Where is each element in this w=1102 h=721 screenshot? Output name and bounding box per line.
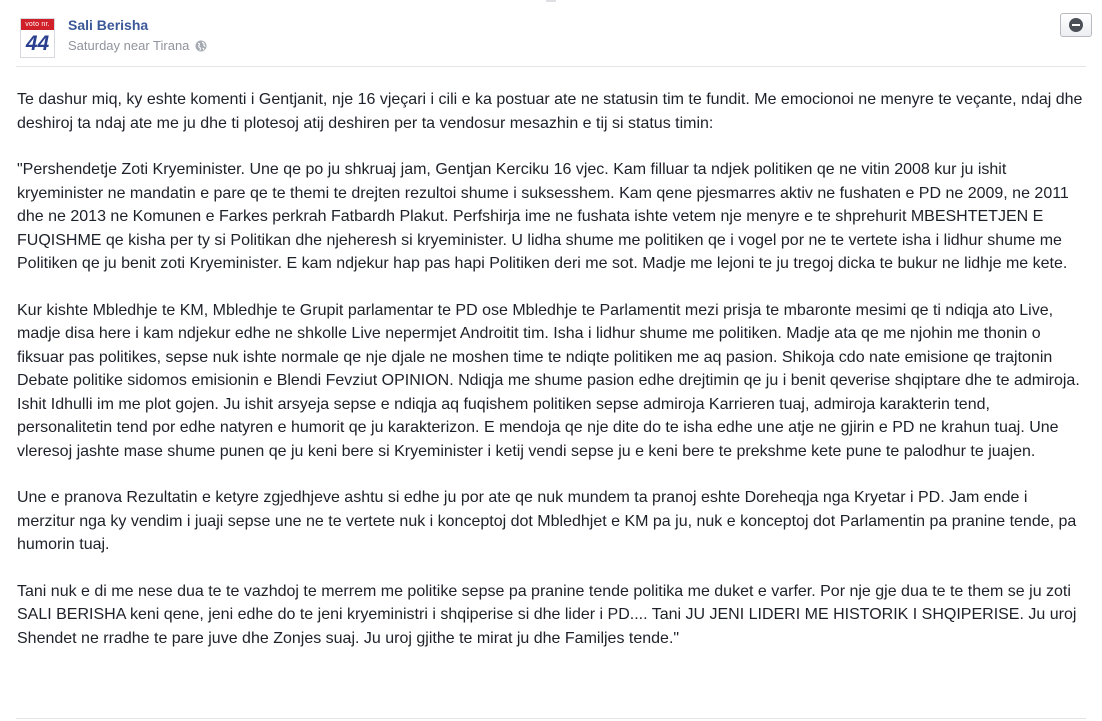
post-paragraph: Te dashur miq, ky eshte komenti i Gentjanit, nje 16 vjeçari i cili e ka postuar ate ne statusin tim te fundit. Me emocionoi ne menyre te veçante, ndaj dhe deshiroj ta ndaj ate me ju dhe ti plotesoj atij deshiren per ta vendosur mesazhin e tij si status timin:	[17, 91, 1083, 132]
avatar-band-text: voto nr.	[21, 19, 54, 30]
post-paragraph: Une e pranova Rezultatin e ketyre zgjedhjeve ashtu si edhe ju por ate qe nuk mundem ta pranoj eshte Doreheqja nga Kryetar i PD. Jam ende i merzitur nga ky vendim i juaji sepse une ne te vertete nuk i konceptoj dot Mbledhjet e KM pa ju, nuk e konceptoj dot Parlamentin pa pranine tende, pa humorin tuaj.	[17, 489, 1077, 553]
avatar-number: 44	[25, 32, 50, 55]
post-header	[20, 15, 1095, 61]
post-paragraph: Kur kishte Mbledhje te KM, Mbledhje te Grupit parlamentar te PD ose Mbledhje te Parlamentit mezi prisja te mbaronte mesimi qe ti ndiqja ato Live, madje disa here i kam ndjekur edhe ne shkolle Live nepermjet Androitit tim. Isha i lidhur shume me politiken. Madje ata qe me njohin me thonin o fiksuar pas politikes, sepse nuk ishte normale qe nje djale ne moshen time te ndiqte politiken me aq pasion. Shikoja cdo nate emisione qe trajtonin Debate politike sidomos emisionin e Blendi Fevziut OPINION. Ndiqja me shume pasion edhe drejtimin qe ju i benit qeverise shqiptare dhe te admiroja. Ishit Idhulli im me plot gojen. Ju ishit arsyeja sepse e ndiqja aq fuqishem politiken sepse admiroja Karrieren tuaj, admiroja karakterin tend, personalitetin tend por edhe natyren e humorit qe ju karakterizon. E mendoja qe nje dite do te isha edhe une atje ne gjirin e PD ne krahun tuaj. Une vleresoj jashte mase shume punen qe ju keni bere si Kryeminister i ketij vendi sepse ju e keni bere te prekshme kete pune te palodhur te juajen.	[17, 301, 1080, 460]
post-meta	[68, 38, 207, 53]
globe-icon[interactable]	[195, 40, 207, 52]
header-divider	[16, 66, 1086, 67]
author-name[interactable]: Sali Berisha	[68, 17, 149, 33]
avatar[interactable]	[20, 18, 55, 58]
post-timestamp-location[interactable]: Saturday near Tirana	[68, 38, 190, 53]
minus-circle-icon	[1069, 18, 1083, 32]
post-body	[17, 88, 1087, 673]
bottom-divider	[16, 718, 1086, 719]
post-paragraph: Tani nuk e di me nese dua te te vazhdoj te merrem me politike sepse pa pranine tende politika me duket e varfer. Por nje gje dua te te them se ju zoti SALI BERISHA keni qene, jeni edhe do te jeni kryeministri i shqiperise si dhe lider i PD.... Tani JU JENI LIDERI ME HISTORIK I SHQIPERISE. Ju uroj Shendet ne rradhe te pare juve dhe Zonjes suaj. Ju uroj gjithe te mirat ju dhe Familjes tende."	[17, 582, 1077, 647]
post-paragraph: "Pershendetje Zoti Kryeminister. Une qe po ju shkruaj jam, Gentjan Kerciku 16 vjec. Kam filluar ta ndjek politiken qe ne vitin 2008 kur ju ishit kryeminister ne mandatin e pare qe te themi te drejten rezultoi shume i suksesshem. Kam qene pjesmarres aktiv ne fushaten e PD ne 2009, ne 2011 dhe ne 2013 ne Komunen e Farkes perkrah Fatbardh Plakut. Perfshirja ime ne fushata ishte vetem nje menyre e te shprehurit MBESHTETJEN E FUQISHME qe kisha per ty si Politikan dhe njeheresh si kryeminister. U lidha shume me politiken qe i vogel por ne te vertete isha i lidhur shume me Politiken qe ju benit zoti Kryeminister. E kam ndjekur hap pas hapi Politiken deri me sot. Madje me lejoni te ju tregoj dicka te bukur ne lidhje me kete.	[17, 161, 1069, 272]
top-edge-line	[546, 0, 556, 2]
hide-post-button[interactable]	[1060, 13, 1092, 37]
